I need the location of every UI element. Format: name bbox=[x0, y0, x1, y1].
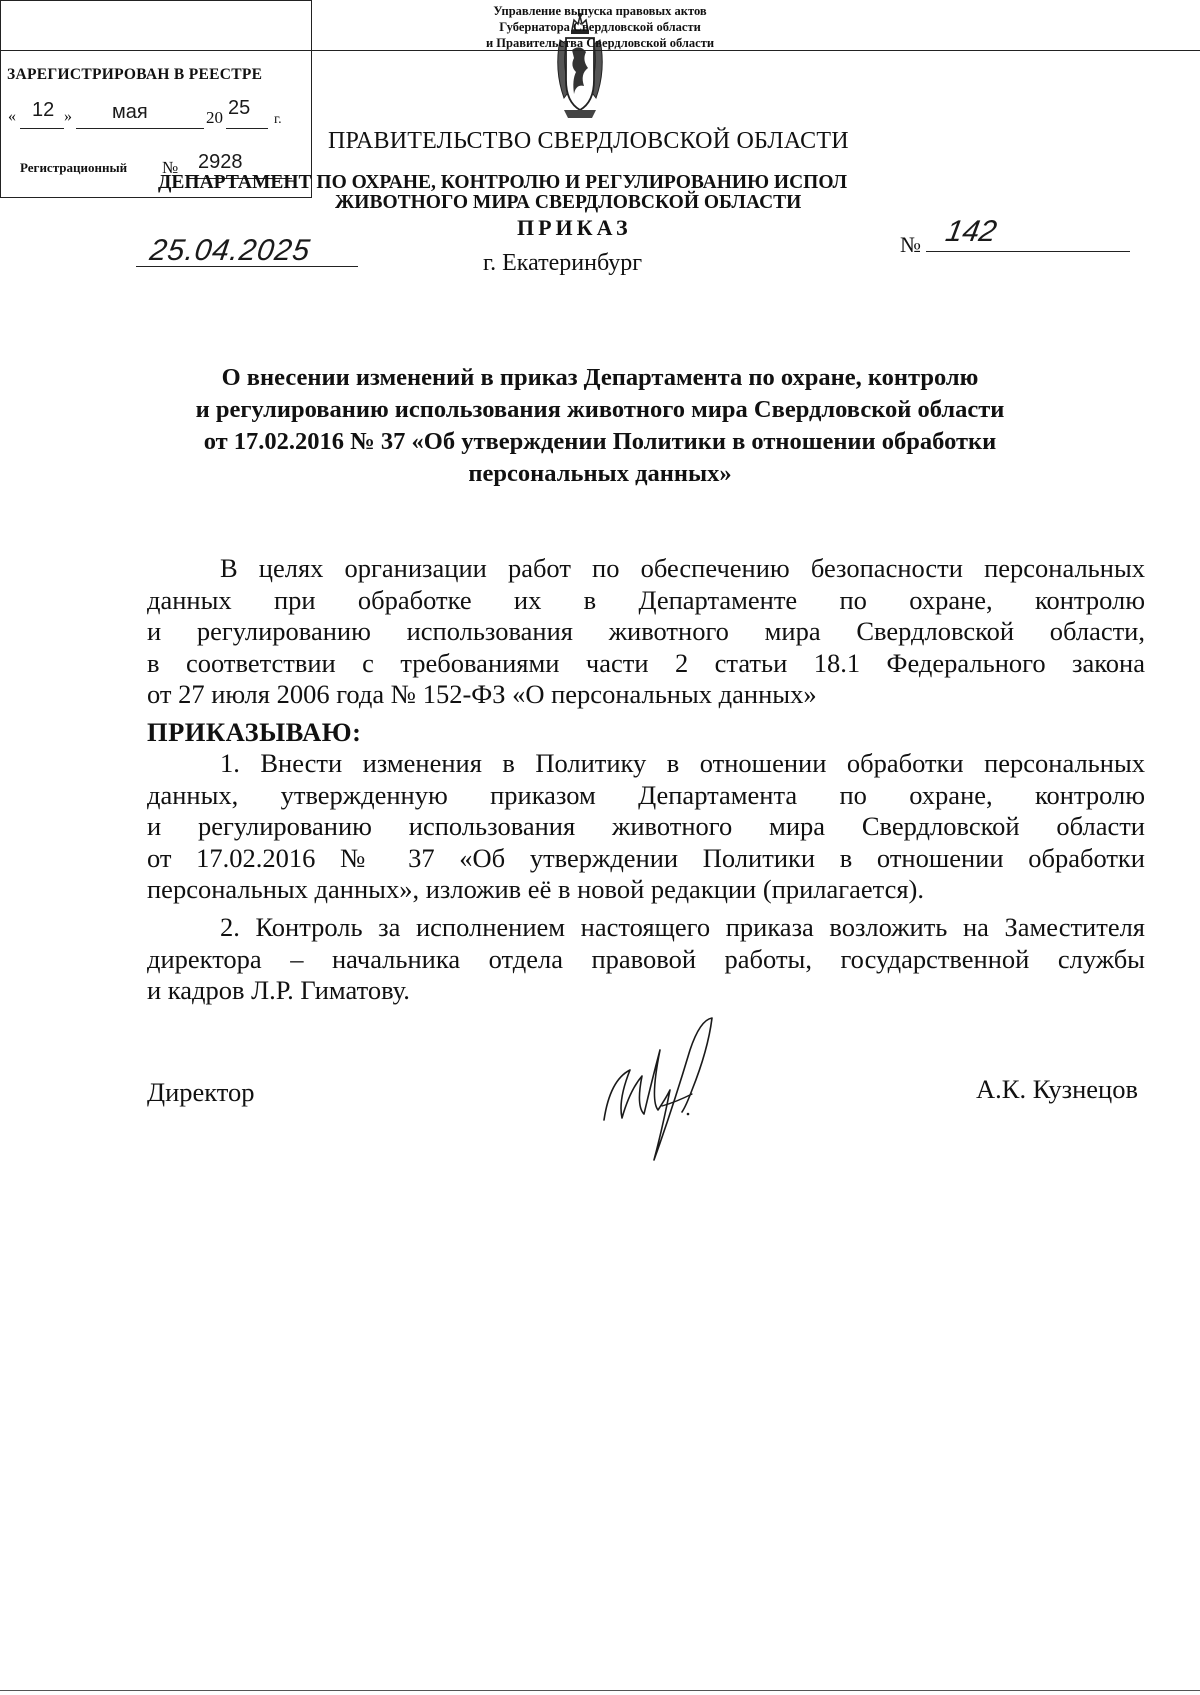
paragraph-line: и кадров Л.Р. Гиматову. bbox=[147, 975, 410, 1005]
paragraph-line: 1. Внести изменения в Политику в отношении обработки персональных bbox=[220, 748, 1145, 778]
stamp-day: 12 bbox=[32, 99, 55, 121]
paragraph-line: в соответствии с требованиями части 2 статьи 18.1 Федерального закона bbox=[147, 647, 1145, 678]
order-word: ПРИКАЗЫВАЮ: bbox=[147, 717, 362, 747]
government-title: ПРАВИТЕЛЬСТВО СВЕРДЛОВСКОЙ ОБЛАСТИ bbox=[328, 128, 849, 154]
title-line: и регулированию использования животного мира Свердловской области bbox=[195, 396, 1005, 423]
paragraph-line: персональных данных», изложив её в новой редакции (прилагается). bbox=[147, 874, 924, 904]
paragraph-line: данных, утвержденную приказом Департамента по охране, контролю bbox=[147, 779, 1145, 810]
stamp-year-prefix: 20 bbox=[206, 108, 223, 127]
signer-title: Директор bbox=[147, 1077, 255, 1107]
document-title bbox=[130, 362, 1070, 490]
paragraph-line: 2. Контроль за исполнением настоящего приказа возложить на Заместителя bbox=[220, 912, 1145, 942]
department-title-line1: ДЕПАРТАМЕНТ ПО ОХРАНЕ, КОНТРОЛЮ И РЕГУЛИРОВАНИЮ ИСПОЛ bbox=[158, 172, 848, 193]
stamp-header-line: Управление выпуска правовых актов bbox=[493, 4, 707, 18]
stamp-registered-label: ЗАРЕГИСТРИРОВАН В РЕЕСТРЕ bbox=[7, 66, 263, 83]
paragraph-line: данных при обработке их в Департаменте по охране, контролю bbox=[147, 584, 1145, 615]
stamp-reg-label: Регистрационный bbox=[20, 160, 128, 175]
paragraph-line: В целях организации работ по обеспечению безопасности персональных bbox=[220, 553, 1145, 583]
stamp-quote-open: « bbox=[8, 108, 16, 125]
title-line: от 17.02.2016 № 37 «Об утверждении Политики в отношении обработки bbox=[203, 428, 997, 455]
order-item-1 bbox=[147, 748, 1145, 906]
paragraph-line: директора – начальника отдела правовой работы, государственной службы bbox=[147, 943, 1145, 974]
city: г. Екатеринбург bbox=[483, 250, 643, 276]
number-underline bbox=[926, 251, 1130, 252]
title-line: О внесении изменений в приказ Департамента по охране, контролю bbox=[221, 364, 979, 391]
document-date: 25.04.2025 bbox=[147, 234, 313, 267]
paragraph-line: и регулированию использования животного мира Свердловской области, bbox=[147, 616, 1145, 646]
handwritten-signature bbox=[600, 1010, 730, 1170]
paragraph-line: от 27 июля 2006 года № 152-ФЗ «О персональных данных» bbox=[147, 679, 817, 709]
date-underline bbox=[136, 266, 358, 267]
number-sign: № bbox=[900, 232, 921, 257]
preamble-paragraph bbox=[147, 553, 1145, 711]
document-type: ПРИКАЗ bbox=[517, 215, 632, 240]
page-bottom-edge bbox=[0, 1690, 1200, 1691]
stamp-header-line: Губернатора Свердловской области bbox=[499, 20, 701, 34]
paragraph-line: от 17.02.2016 № 37 «Об утверждении Политики в отношении обработки bbox=[147, 842, 1145, 873]
stamp-year-suffix: 25 bbox=[228, 97, 251, 119]
stamp-reg-number: 2928 bbox=[198, 151, 243, 173]
stamp-month: мая bbox=[112, 101, 148, 123]
document-number: 142 bbox=[943, 215, 1000, 248]
stamp-header bbox=[0, 0, 1200, 51]
department-title-line2: ЖИВОТНОГО МИРА СВЕРДЛОВСКОЙ ОБЛАСТИ bbox=[335, 192, 802, 213]
stamp-header-line: и Правительства Свердловской области bbox=[485, 36, 715, 50]
stamp-number-sign: № bbox=[162, 158, 179, 177]
paragraph-line: и регулированию использования животного мира Свердловской области bbox=[147, 811, 1145, 841]
signer-name: А.К. Кузнецов bbox=[976, 1074, 1138, 1104]
title-line: персональных данных» bbox=[468, 460, 732, 487]
order-item-2 bbox=[147, 912, 1145, 1007]
stamp-year-unit: г. bbox=[274, 112, 282, 127]
stamp-quote-close: » bbox=[64, 108, 72, 125]
